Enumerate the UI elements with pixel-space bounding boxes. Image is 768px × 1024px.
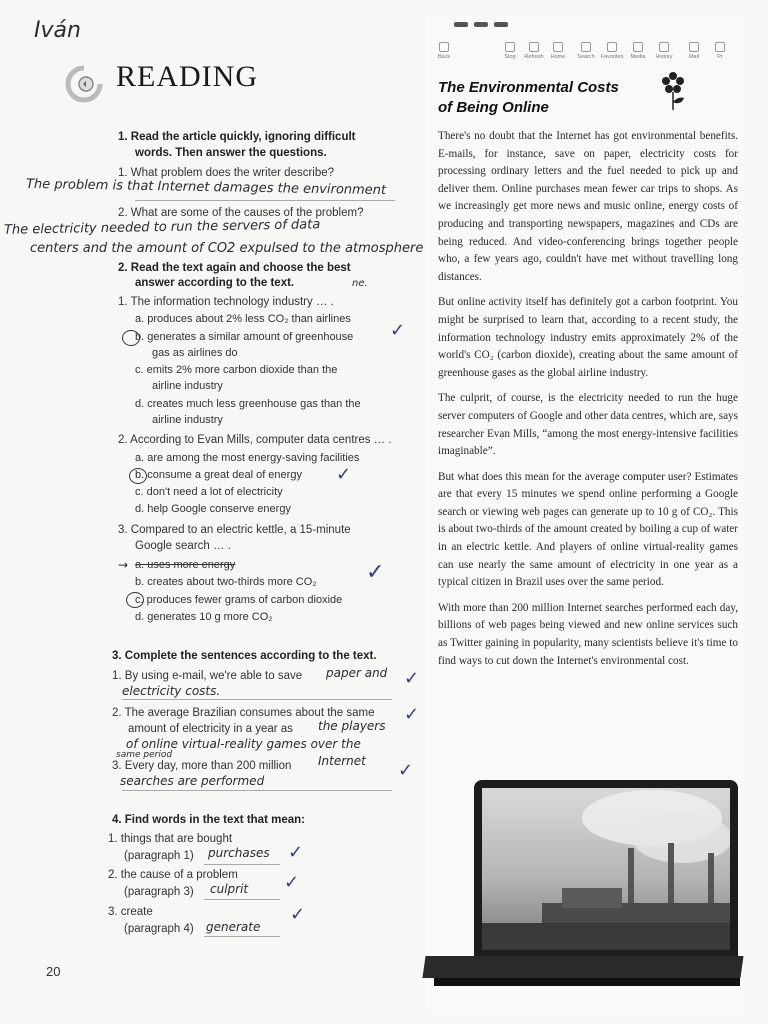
task1-question1: 1. What problem does the writer describe? bbox=[118, 167, 335, 179]
task3-s3: 3. Every day, more than 200 million bbox=[112, 760, 292, 772]
window-dash bbox=[474, 22, 488, 27]
task1-heading-line2: words. Then answer the questions. bbox=[135, 147, 327, 159]
task2-q1-opt-d: d. creates much less greenhouse gas than the bbox=[135, 398, 361, 410]
article-title bbox=[438, 78, 619, 118]
task4-answer3: generate bbox=[206, 920, 261, 934]
checkmark-icon: ✓ bbox=[390, 320, 406, 341]
answer-line bbox=[204, 936, 280, 937]
task4-item1-para: (paragraph 1) bbox=[124, 850, 194, 862]
laptop-keyboard-base bbox=[422, 956, 743, 978]
task4-item2-para: (paragraph 3) bbox=[124, 886, 194, 898]
task3-answer3: Internet bbox=[318, 754, 366, 768]
task2-q3-opt-c: c. produces fewer grams of carbon dioxide bbox=[135, 594, 343, 606]
checkmark-icon: ✓ bbox=[284, 872, 300, 893]
article-title-line1: The Environmental Costs bbox=[438, 79, 619, 96]
browser-mail-button: Mail bbox=[682, 42, 706, 60]
section-title: READING bbox=[116, 60, 258, 93]
task1-question2: 2. What are some of the causes of the problem? bbox=[118, 207, 364, 219]
task4-item2: 2. the cause of a problem bbox=[108, 869, 238, 881]
task4-item3: 3. create bbox=[108, 906, 153, 918]
task2-q1-opt-d-cont: airline industry bbox=[152, 414, 223, 426]
checkmark-icon: ✓ bbox=[404, 704, 420, 725]
task2-q3-opt-b: b. creates about two-thirds more CO₂ bbox=[135, 576, 317, 588]
task2-q3-line1: 3. Compared to an electric kettle, a 15-minute bbox=[118, 524, 351, 536]
task3-answer2-cont2: same period bbox=[116, 750, 173, 760]
task4-heading: 4. Find words in the text that mean: bbox=[112, 814, 305, 826]
task2-q3-opt-d: d. generates 10 g more CO₂ bbox=[135, 611, 273, 623]
article-paragraph-2: But online activity itself has definitely got a carbon footprint. You might be surprised to learn that, according to a recent study, the information technology industry emits approximately 2% of the world's CO₂ (carbon dioxide), creating about the same amount of greenhouse gases as the global airline industry. bbox=[438, 296, 738, 379]
answer-line bbox=[122, 790, 392, 791]
answer-line bbox=[204, 864, 280, 865]
browser-refresh-button: Refresh bbox=[522, 42, 546, 60]
browser-search-button: Search bbox=[574, 42, 598, 60]
browser-history-button: History bbox=[652, 42, 676, 60]
laptop-illustration bbox=[424, 780, 742, 998]
browser-favorites-button: Favorites bbox=[600, 42, 624, 60]
task1-answer2-line2: centers and the amount of CO2 expulsed to the atmosphere bbox=[30, 241, 424, 256]
task2-q3-opt-a: a. uses more energy bbox=[135, 559, 236, 571]
checkmark-icon: ✓ bbox=[404, 668, 420, 689]
task2-heading-line1: 2. Read the text again and choose the best bbox=[118, 262, 351, 274]
window-dash bbox=[454, 22, 468, 27]
task4-answer2: culprit bbox=[210, 882, 249, 896]
checkmark-icon: ✓ bbox=[336, 464, 352, 485]
window-dash bbox=[494, 22, 508, 27]
answer-line bbox=[135, 200, 395, 201]
task2-q1: 1. The information technology industry … . bbox=[118, 296, 334, 308]
task2-q1-opt-c: c. emits 2% more carbon dioxide than the bbox=[135, 364, 338, 376]
task2-q3-line2: Google search … . bbox=[135, 540, 231, 552]
browser-media-button: Media bbox=[626, 42, 650, 60]
article-title-line2: of Being Online bbox=[438, 99, 549, 116]
page-number: 20 bbox=[46, 964, 61, 979]
task3-answer3-cont: searches are performed bbox=[120, 774, 265, 788]
checkmark-icon: ✓ bbox=[288, 842, 304, 863]
task1-answer1: The problem is that Internet damages the environment bbox=[25, 176, 387, 199]
task2-heading-line2: answer according to the text. bbox=[135, 277, 295, 289]
task1-heading-line1: 1. Read the article quickly, ignoring difficult bbox=[118, 131, 356, 143]
strike-mark: → bbox=[118, 558, 129, 572]
reading-logo-icon bbox=[64, 64, 104, 104]
checkmark-icon: ✓ bbox=[290, 904, 306, 925]
checkmark-icon: ✓ bbox=[366, 560, 385, 585]
task2-q2-opt-d: d. help Google conserve energy bbox=[135, 503, 291, 515]
laptop-screen bbox=[474, 780, 738, 956]
task4-item3-para: (paragraph 4) bbox=[124, 923, 194, 935]
task3-answer2-cont: of online virtual-reality games over the bbox=[126, 737, 361, 751]
task2-q2: 2. According to Evan Mills, computer data centres … . bbox=[118, 434, 392, 446]
task3-answer1: paper and bbox=[326, 666, 388, 680]
article-paragraph-5: With more than 200 million Internet searches performed each day, billions of web pages being viewed and new online services such as Twitter gaining in popularity, many scientists believe it's time to find ways to cut down the Internet's environmental cost. bbox=[438, 601, 738, 667]
task2-q1-opt-a: a. produces about 2% less CO₂ than airlines bbox=[135, 313, 351, 325]
task1-answer2-line1: The electricity needed to run the servers of data bbox=[3, 217, 321, 238]
power-plant-image bbox=[482, 788, 730, 950]
task3-answer1-cont: electricity costs. bbox=[122, 684, 221, 698]
article-paragraph-4: But what does this mean for the average computer user? Estimates are that every 15 minutes we spend online performing a Google search or viewing web pages can generate up to 10 g of CO₂. This is about two-thirds of the amount created by boiling a cup of water in an electric kettle. And players of online virtual-reality games can use nearly the same amount of electricity in one year as a typical citizen in Brazil uses over the same period. bbox=[438, 470, 738, 589]
browser-home-button: Home bbox=[546, 42, 570, 60]
task4-item1: 1. things that are bought bbox=[108, 833, 233, 845]
power-plant-photo bbox=[482, 788, 730, 950]
browser-back-button: Back bbox=[432, 42, 456, 60]
task2-q1-opt-b-cont: gas as airlines do bbox=[152, 347, 238, 359]
task2-q2-opt-a: a. are among the most energy-saving facilities bbox=[135, 452, 360, 464]
task2-q1-opt-c-cont: airline industry bbox=[152, 380, 223, 392]
checkmark-icon: ✓ bbox=[398, 760, 414, 781]
article-paragraph-3: The culprit, of course, is the electricity needed to run the huge server computers of Google and other data centres, which are, says researcher Evan Mills, “among the most energy-intensive facilities imaginable”. bbox=[438, 392, 738, 458]
task3-answer2: the players bbox=[318, 719, 386, 733]
student-name: Iván bbox=[34, 18, 81, 43]
article-paragraph-1: There's no doubt that the Internet has got environmental benefits. E-mails, for instance, save on paper, electricity costs for processing ordinary letters and the fuel needed to pick up and deliver them. Online purchases mean fewer car trips to shops. As we increasingly get more news and music online, energy costs of producing and transporting newspapers, magazines and CDs are being reduced. And video-conferencing brings together people who, a few years ago, couldn't have met without travelling long distances. bbox=[438, 130, 738, 283]
task2-q2-opt-b: b. consume a great deal of energy bbox=[135, 469, 302, 481]
task4-answer1: purchases bbox=[208, 846, 270, 860]
flower-icon bbox=[658, 70, 688, 112]
browser-toolbar bbox=[426, 22, 744, 64]
answer-line bbox=[122, 699, 392, 700]
article-body bbox=[438, 128, 738, 678]
task2-q2-opt-c: c. don't need a lot of electricity bbox=[135, 486, 283, 498]
browser-print-button: Pr bbox=[708, 42, 732, 60]
laptop-bottom-edge bbox=[434, 978, 740, 986]
task3-s1: 1. By using e-mail, we're able to save bbox=[112, 670, 303, 682]
task3-heading: 3. Complete the sentences according to the text. bbox=[112, 650, 377, 662]
browser-stop-button: Stop bbox=[498, 42, 522, 60]
task3-s2-line2: amount of electricity in a year as bbox=[128, 723, 293, 735]
task1-answer2-tail: ne. bbox=[352, 278, 368, 289]
task3-s2-line1: 2. The average Brazilian consumes about the same bbox=[112, 707, 375, 719]
answer-line bbox=[204, 899, 280, 900]
task2-q1-opt-b: b. generates a similar amount of greenhouse bbox=[135, 331, 354, 343]
